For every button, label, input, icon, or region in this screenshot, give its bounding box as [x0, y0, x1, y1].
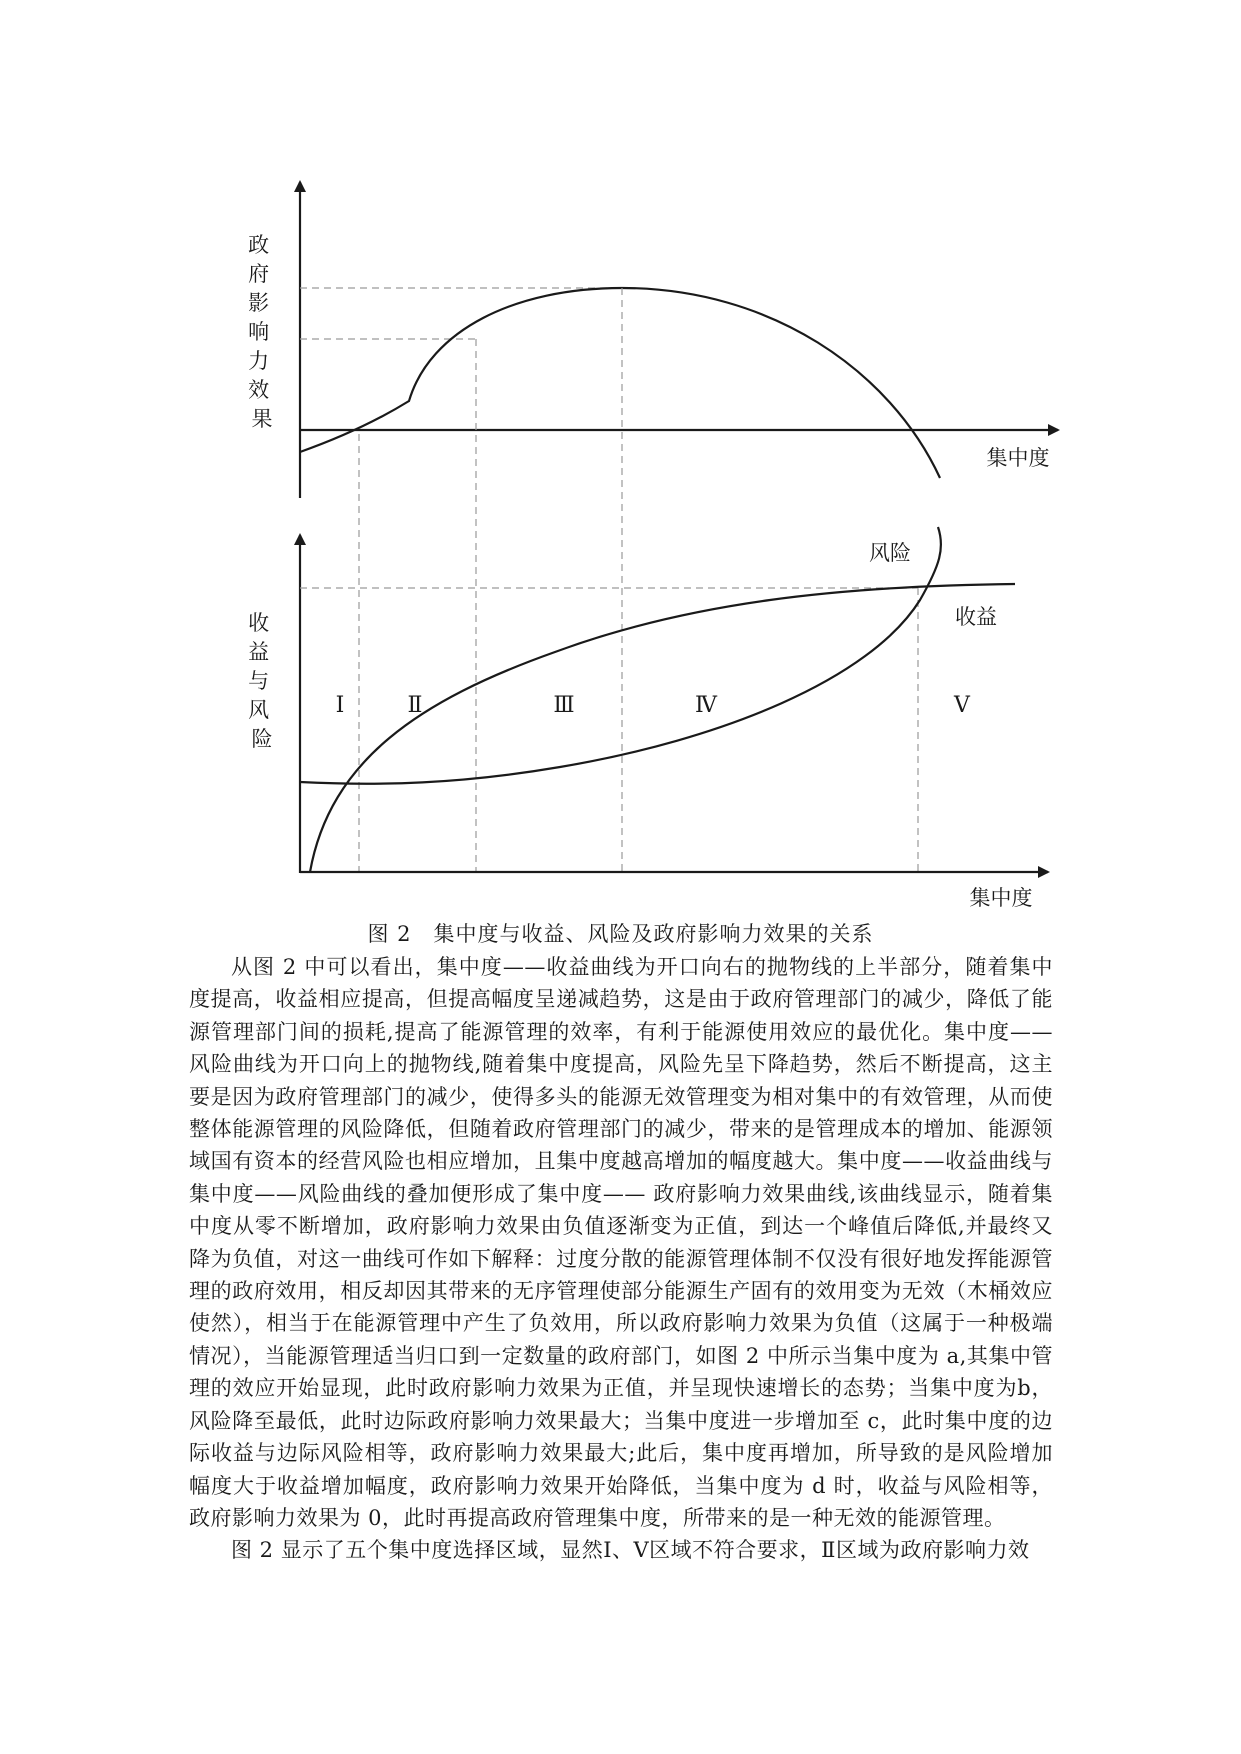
top-chart	[248, 182, 1058, 498]
risk-series-label: 风险	[869, 541, 911, 565]
revenue-curve	[310, 584, 1015, 872]
region-label-3: Ⅲ	[553, 693, 575, 718]
paragraph: 从图 2 中可以看出，集中度——收益曲线为开口向右的抛物线的上半部分，随着集中度提高，收益相应提高，但提高幅度呈递减趋势，这是由于政府管理部门的减少，降低了能源管理部门间的损耗,提高了能源管理的效率，有利于能源使用效应的最优化。集中度——风险曲线为开口向上的抛物线,随着集中度提高，风险先呈下降趋势，然后不断提高，这主要是因为政府管理部门的减少，使得多头的能源无效管理变为相对集中的有效管理，从而使整体能源管理的风险降低，但随着政府管理部门的减少，带来的是管理成本的增加、能源领域国有资本的经营风险也相应增加，且集中度越高增加的幅度越大。集中度——收益曲线与集中度——风险曲线的叠加便形成了集中度—— 政府影响力效果曲线,该曲线显示，随着集中度从零不断增加，政府影响力效果由负值逐渐变为正值，到达一个峰值后降低,并最终又降为负值，对这一曲线可作如下解释：过度分散的能源管理体制不仅没有很好地发挥能源管理的政府效用，相反却因其带来的无序管理使部分能源生产固有的效用变为无效（木桶效应使然），相当于在能源管理中产生了负效用，所以政府影响力效果为负值（这属于一种极端情况），当能源管理适当归口到一定数量的政府部门，如图 2 中所示当集中度为 a,其集中管理的效应开始显现，此时政府影响力效果为正值，并呈现快速增长的态势；当集中度为b，风险降至最低，此时边际政府影响力效果最大；当集中度进一步增加至 c，此时集中度的边际收益与边际风险相等，政府影响力效果最大;此后，集中度再增加，所导致的是风险增加幅度大于收益增加幅度，政府影响力效果开始降低，当集中度为 d 时，收益与风险相等，政府影响力效果为 0，此时再提高政府管理集中度，所带来的是一种无效的能源管理。	[189, 955, 1054, 1530]
vertical-guide-lines	[359, 288, 918, 872]
bottom-chart-x-label: 集中度	[969, 886, 1033, 910]
risk-curve	[300, 527, 941, 784]
bottom-chart	[248, 527, 1048, 910]
top-chart-y-label: 政 府 影 响 力 效 果	[248, 233, 273, 431]
government-influence-effect-curve	[300, 288, 940, 478]
body-text	[189, 951, 1053, 1567]
figure-caption: 图 2 集中度与收益、风险及政府影响力效果的关系	[367, 922, 874, 946]
region-label-4: Ⅳ	[695, 693, 717, 718]
region-label-2: Ⅱ	[407, 693, 423, 718]
revenue-series-label: 收益	[955, 605, 997, 629]
top-chart-x-label: 集中度	[986, 446, 1050, 470]
region-label-5: Ⅴ	[954, 693, 970, 718]
region-label-1: Ⅰ	[335, 693, 345, 718]
paragraph: 图 2 显示了五个集中度选择区域，显然Ⅰ、Ⅴ区域不符合要求，Ⅱ区域为政府影响力效	[231, 1538, 1030, 1563]
bottom-chart-y-label: 收 益 与 风 险	[248, 611, 273, 751]
